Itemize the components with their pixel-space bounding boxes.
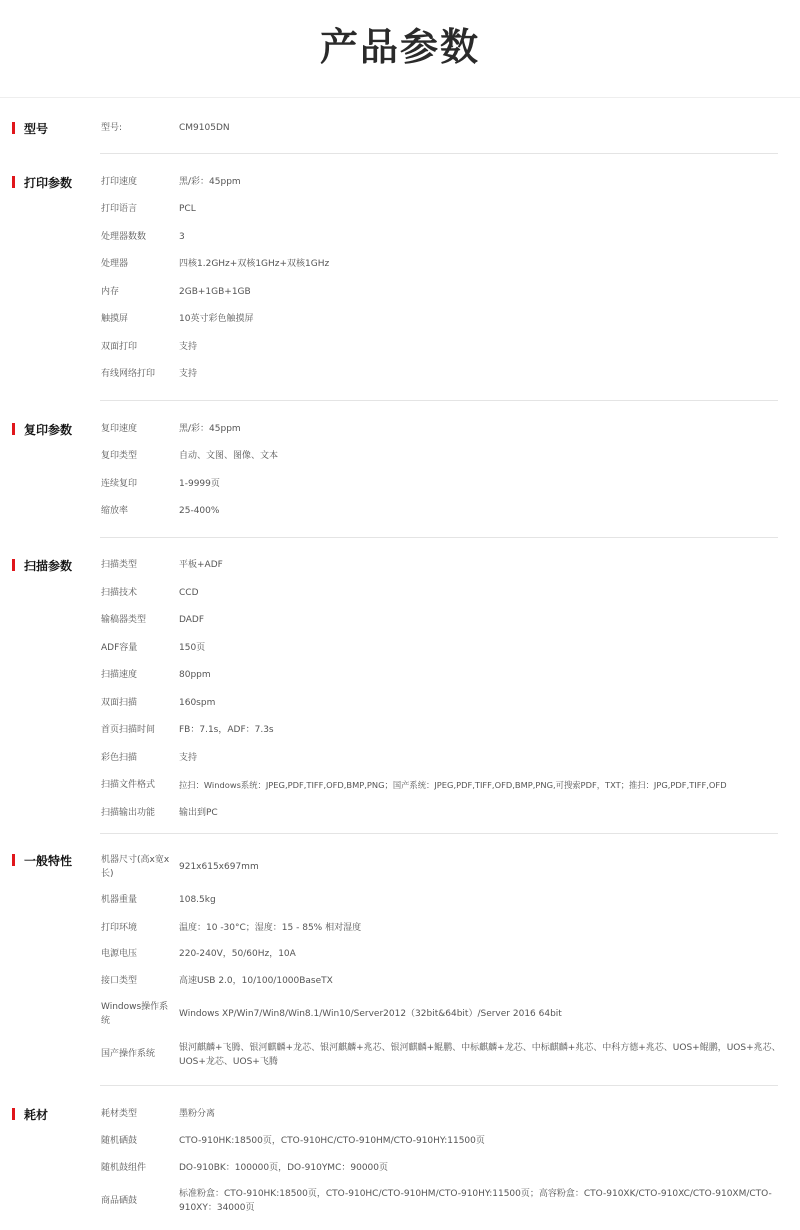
spec-label: 机器重量: [101, 895, 138, 905]
spec-value: CM9105DN: [179, 123, 230, 133]
spec-value: 平板+ADF: [179, 560, 223, 570]
spec-value: DADF: [179, 615, 205, 625]
spec-value: 921x615x697mm: [179, 862, 259, 872]
spec-label: 输稿器类型: [101, 615, 147, 625]
spec-value: 25-400%: [179, 506, 220, 516]
section-heading: [12, 557, 72, 574]
spec-value: 220-240V，50/60Hz，10A: [179, 949, 296, 959]
section-heading: [12, 852, 72, 869]
spec-label: 彩色扫描: [101, 753, 138, 763]
spec-value: 输出到PC: [179, 808, 218, 818]
spec-label: 首页扫描时间: [101, 725, 156, 735]
spec-label: 复印速度: [101, 424, 138, 434]
spec-label: 处理器: [101, 259, 129, 269]
spec-value: 拉扫：Windows系统：JPEG,PDF,TIFF,OFD,BMP,PNG；国产系统：JPEG,PDF,TIFF,OFD,BMP,PNG,可搜索PDF，TXT；推扫：JPG,PDF,TIFF,OFD: [179, 780, 727, 790]
spec-label: 型号:: [101, 123, 123, 133]
spec-label: 扫描速度: [101, 670, 138, 680]
spec-label: 双面打印: [101, 342, 138, 352]
spec-label: 扫描类型: [101, 560, 138, 570]
spec-value: 80ppm: [179, 670, 211, 680]
spec-value: Windows XP/Win7/Win8/Win8.1/Win10/Server2012（32bit&64bit）/Server 2016 64bit: [179, 1009, 562, 1019]
spec-label: 商品硒鼓: [101, 1196, 138, 1206]
spec-label: ADF容量: [101, 643, 138, 653]
spec-label: 机器尺寸(高x宽x长): [101, 855, 170, 879]
spec-label: 双面扫描: [101, 698, 138, 708]
spec-value: 10英寸彩色触摸屏: [179, 314, 254, 324]
section-heading: [12, 1106, 48, 1123]
spec-label: 打印语言: [101, 204, 138, 214]
spec-value: 108.5kg: [179, 895, 216, 905]
section-heading: [12, 174, 72, 191]
spec-label: 国产操作系统: [101, 1049, 156, 1059]
spec-value: 标准粉盒：CTO-910HK:18500页，CTO-910HC/CTO-910HM/CTO-910HY:11500页；高容粉盒：CTO-910XK/CTO-910XC/CTO-910XM/CTO-910XY：34000页: [179, 1189, 772, 1213]
spec-value: 支持: [179, 753, 198, 763]
spec-label: 打印速度: [101, 177, 138, 187]
spec-label: 扫描技术: [101, 588, 138, 598]
spec-value: 1-9999页: [179, 479, 220, 489]
red-bar-icon: [12, 559, 15, 571]
section-scan: [0, 538, 800, 830]
red-bar-icon: [12, 122, 15, 134]
spec-value: 150页: [179, 643, 206, 653]
section-heading-text: 型号: [24, 122, 49, 136]
spec-value: 160spm: [179, 698, 216, 708]
spec-value: 温度：10 -30°C；湿度：15 - 85% 相对湿度: [179, 923, 362, 933]
spec-value: 银河麒麟+飞腾、银河麒麟+龙芯、银河麒麟+兆芯、银河麒麟+鲲鹏、中标麒麟+龙芯、中标麒麟+兆芯、中科方德+兆芯、UOS+鲲鹏，UOS+兆芯、UOS+龙芯、UOS+飞腾: [179, 1043, 781, 1067]
section-heading-text: 扫描参数: [24, 559, 73, 573]
red-bar-icon: [12, 1108, 15, 1120]
spec-label: 打印环境: [101, 923, 138, 933]
section-heading: [12, 421, 72, 438]
spec-value: CCD: [179, 588, 199, 598]
spec-value: 高速USB 2.0，10/100/1000BaseTX: [179, 976, 333, 986]
section-heading-text: 耗材: [24, 1108, 49, 1122]
spec-label: 复印类型: [101, 451, 138, 461]
section-general: [0, 834, 800, 1086]
red-bar-icon: [12, 423, 15, 435]
section-model: [0, 98, 800, 154]
spec-value: PCL: [179, 204, 196, 214]
section-heading-text: 一般特性: [24, 854, 73, 868]
section-heading-text: 复印参数: [24, 423, 73, 437]
section-consumables: [0, 1086, 800, 1230]
spec-label: 耗材类型: [101, 1109, 138, 1119]
spec-value: CTO-910HK:18500页，CTO-910HC/CTO-910HM/CTO-910HY:11500页: [179, 1136, 485, 1146]
spec-label: 随机硒鼓: [101, 1136, 138, 1146]
spec-value: 黑/彩：45ppm: [179, 177, 241, 187]
spec-value: FB：7.1s，ADF：7.3s: [179, 725, 274, 735]
spec-label: 处理器数数: [101, 232, 147, 242]
spec-label: 电源电压: [101, 949, 138, 959]
section-heading: [12, 120, 48, 137]
red-bar-icon: [12, 176, 15, 188]
section-copy: [0, 401, 800, 538]
spec-value: 黑/彩：45ppm: [179, 424, 241, 434]
spec-label: 扫描输出功能: [101, 808, 156, 818]
spec-value: 支持: [179, 342, 198, 352]
section-print: [0, 154, 800, 401]
spec-value: 支持: [179, 369, 198, 379]
spec-label: 内存: [101, 287, 120, 297]
spec-value: 3: [179, 232, 185, 242]
spec-label: 扫描文件格式: [101, 780, 156, 790]
spec-value: 四核1.2GHz+双核1GHz+双核1GHz: [179, 259, 330, 269]
spec-label: 有线网络打印: [101, 369, 156, 379]
spec-value: 墨粉分离: [179, 1109, 216, 1119]
spec-value: DO-910BK：100000页，DO-910YMC：90000页: [179, 1163, 388, 1173]
spec-label: 触摸屏: [101, 314, 129, 324]
spec-value: 2GB+1GB+1GB: [179, 287, 251, 297]
red-bar-icon: [12, 854, 15, 866]
spec-label: Windows操作系统: [101, 1002, 169, 1026]
spec-label: 随机鼓组件: [101, 1163, 147, 1173]
page-title: 产品参数: [319, 25, 480, 69]
spec-label: 接口类型: [101, 976, 138, 986]
section-heading-text: 打印参数: [24, 176, 73, 190]
spec-label: 连续复印: [101, 479, 138, 489]
spec-value: 自动、文图、图像、文本: [179, 451, 279, 461]
spec-label: 缩放率: [101, 506, 129, 516]
